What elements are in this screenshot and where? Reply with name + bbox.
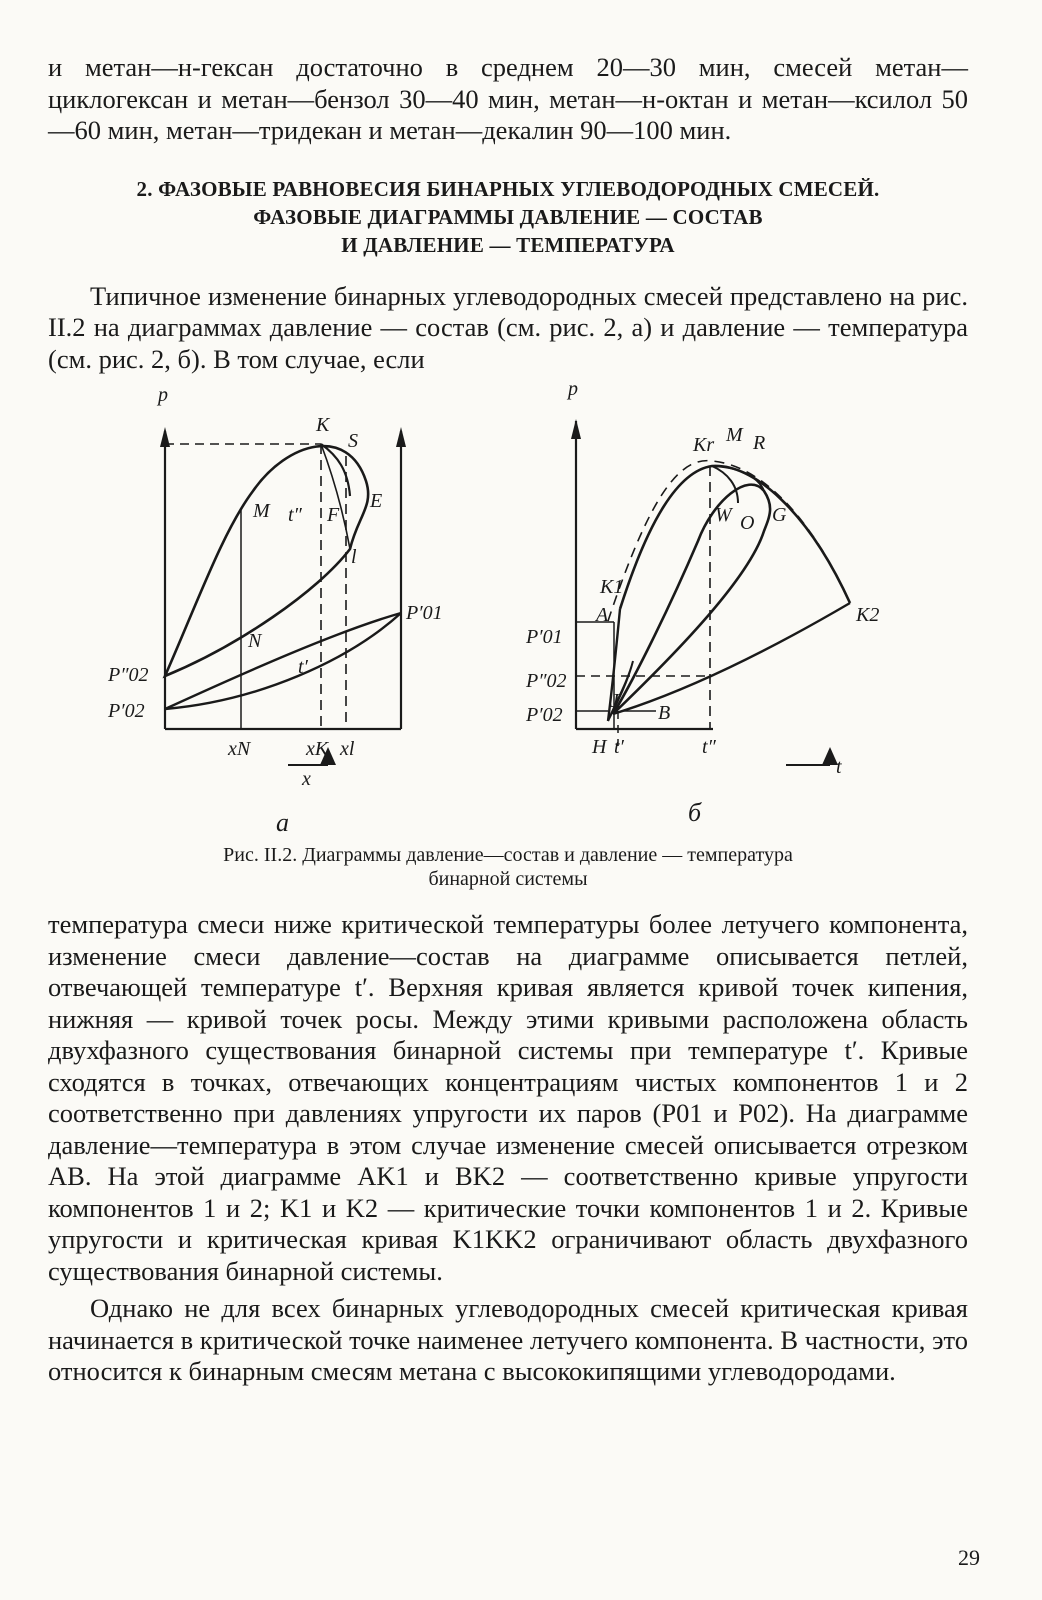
tick-xN: xN	[228, 738, 251, 760]
body-paragraph-1: температура смеси ниже критической температуры более летучего компонента, изменение смеси давление—состав на диаграмме описывается петлей, отвечающей температуре t′. Верхняя кривая является кривой точек кипения, нижняя — кривой точек росы. Между этими кривыми расположена область двухфазного существования бинарной системы при температуре t′. Кривые сходятся в точках, отвечающих концентрациям чистых компонентов 1 и 2 соответственно при давлениях упругости их паров (P01 и P02). На диаграмме давление—температура в этом случае изменение смесей описывается отрезком AB. На этой диаграмме AK1 и BK2 — соответственно кривые упругости компонентов 1 и 2; K1 и K2 — критические точки компонентов 1 и 2. Кривые упругости и критическая кривая K1KK2 ограничивают область двухфазного существования бинарной системы.	[48, 909, 968, 1286]
tick-xK: xK	[306, 738, 329, 760]
left-axis-label-x: x	[302, 768, 311, 790]
page-number: 29	[958, 1545, 980, 1570]
figure-caption-line-2: бинарной системы	[428, 868, 588, 890]
label-P02-double-prime-right: P″02	[526, 670, 567, 692]
vapor-curve-B-K2	[613, 603, 850, 714]
label-Kr: Kr	[693, 434, 715, 456]
label-K2: K2	[856, 604, 880, 626]
tick-xl: xl	[340, 738, 355, 760]
label-P02-double-prime: P″02	[108, 664, 149, 686]
label-E: E	[370, 490, 383, 512]
label-N: N	[248, 630, 262, 652]
figure-caption-line-1: Рис. II.2. Диаграммы давление—состав и давление — температура	[223, 844, 793, 866]
label-P02-prime-right: P′02	[526, 704, 563, 726]
top-paragraph: и метан—н-гексан достаточно в среднем 20—30 мин, смесей метан—циклогексан и метан—бензол 30—40 мин, метан—н-октан и метан—ксилол 50—60 мин, метан—тридекан и метан—декалин 90—100 мин.	[48, 52, 968, 145]
figure-svg	[48, 381, 968, 841]
panel-label-a: а	[276, 808, 289, 837]
label-l: l	[351, 546, 357, 568]
label-P01-prime-right: P′01	[526, 626, 563, 648]
figure-ii-2	[48, 381, 968, 841]
tick-H: H	[592, 736, 607, 758]
label-O: O	[740, 512, 755, 534]
label-t1: t′	[298, 656, 308, 678]
section-heading-line-1: 2. ФАЗОВЫЕ РАВНОВЕСИЯ БИНАРНЫХ УГЛЕВОДОРОДНЫХ СМЕСЕЙ.	[136, 176, 880, 201]
label-M-right: M	[726, 424, 743, 446]
page-body	[48, 52, 968, 1388]
left-labels	[107, 384, 443, 837]
label-K: K	[316, 414, 330, 436]
label-A: A	[596, 604, 609, 626]
label-S: S	[348, 430, 358, 452]
section-heading-line-2: ФАЗОВЫЕ ДИАГРАММЫ ДАВЛЕНИЕ — СОСТАВ	[253, 204, 763, 229]
label-P02-prime: P′02	[108, 700, 145, 722]
section-heading-line-3: И ДАВЛЕНИЕ — ТЕМПЕРАТУРА	[341, 232, 675, 257]
section-heading	[48, 175, 968, 259]
label-G: G	[772, 504, 787, 526]
right-axis-label-t: t	[836, 756, 842, 778]
label-J: J	[610, 690, 619, 712]
label-W: W	[715, 504, 732, 526]
tick-t1: t′	[614, 736, 624, 758]
label-R: R	[753, 432, 766, 454]
right-labels	[525, 381, 879, 827]
label-K1: K1	[600, 576, 624, 598]
figure-caption	[48, 843, 968, 891]
tick-t2: t″	[702, 736, 716, 758]
pressure-composition-diagram	[160, 427, 406, 765]
label-B: B	[658, 702, 671, 724]
left-axis-label-p: p	[158, 384, 168, 406]
label-F: F	[327, 504, 340, 526]
intro-paragraph: Типичное изменение бинарных углеводородных смесей представлено на рис. II.2 на диаграммах давление — состав (см. рис. 2, а) и давление — температура (см. рис. 2, б). В том случае, если	[48, 280, 968, 374]
panel-label-b: б	[688, 798, 702, 827]
label-M: M	[253, 500, 270, 522]
label-P01-prime: P′01	[406, 602, 443, 624]
label-t2: t″	[288, 504, 302, 526]
loop-t2	[165, 446, 368, 676]
body-paragraph-2: Однако не для всех бинарных углеводородных смесей критическая кривая начинается в критической точке наименее летучего компонента. В частности, это относится к бинарным смесям метана с высококипящими углеводородами.	[48, 1293, 968, 1386]
right-axis-label-p: p	[568, 381, 578, 400]
